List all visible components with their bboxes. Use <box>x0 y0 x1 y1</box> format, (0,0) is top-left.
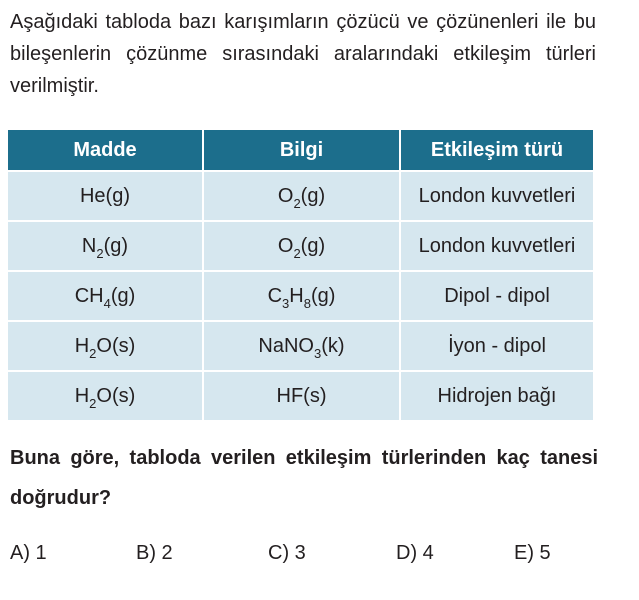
cell-madde: $H_2O(s)$ <box>8 321 203 371</box>
cell-etkilesim-turu: Hidrojen bağı <box>400 371 593 420</box>
cell-madde: $CH_4(g)$ <box>8 271 203 321</box>
cell-bilgi: $O_2(g)$ <box>203 221 400 271</box>
header-madde: Madde <box>8 130 203 171</box>
question-text: Buna göre, tabloda verilen etkileşim türlerinden kaç tanesi doğrudur? <box>10 447 598 509</box>
table-row <box>8 321 593 371</box>
cell-bilgi: HF(s) <box>203 371 400 420</box>
cell-etkilesim-turu: London kuvvetleri <box>400 221 593 271</box>
intro-text: Aşağıdaki tabloda bazı karışımların çözücü ve çözünenleri ile bu bileşenlerin çözünme sırasındaki aralarındaki etkileşim türleri verilmiştir. <box>10 11 596 97</box>
cell-bilgi: $O_2(g)$ <box>203 171 400 221</box>
cell-madde: He(g) <box>8 171 203 221</box>
cell-bilgi: $C_3H_8(g)$ <box>203 271 400 321</box>
cell-etkilesim-turu: İyon - dipol <box>400 321 593 371</box>
cell-etkilesim-turu: Dipol - dipol <box>400 271 593 321</box>
cell-madde: $H_2O(s)$ <box>8 371 203 420</box>
cell-etkilesim-turu: London kuvvetleri <box>400 171 593 221</box>
table-row <box>8 371 593 420</box>
header-etkilesim-turu: Etkileşim türü <box>400 130 593 171</box>
option-b[interactable]: B) 2 <box>136 542 173 564</box>
cell-bilgi: NaNO$_3$(k) <box>203 321 400 371</box>
table-row <box>8 171 593 221</box>
cell-madde: $N_2(g)$ <box>8 221 203 271</box>
option-e[interactable]: E) 5 <box>514 542 551 564</box>
table-header-row <box>8 130 593 171</box>
option-c[interactable]: C) 3 <box>268 542 306 564</box>
answer-options <box>10 542 610 570</box>
option-a[interactable]: A) 1 <box>10 542 47 564</box>
option-d[interactable]: D) 4 <box>396 542 434 564</box>
interaction-table <box>8 130 593 420</box>
table-row <box>8 271 593 321</box>
header-bilgi: Bilgi <box>203 130 400 171</box>
table-row <box>8 221 593 271</box>
table-body <box>8 171 593 420</box>
